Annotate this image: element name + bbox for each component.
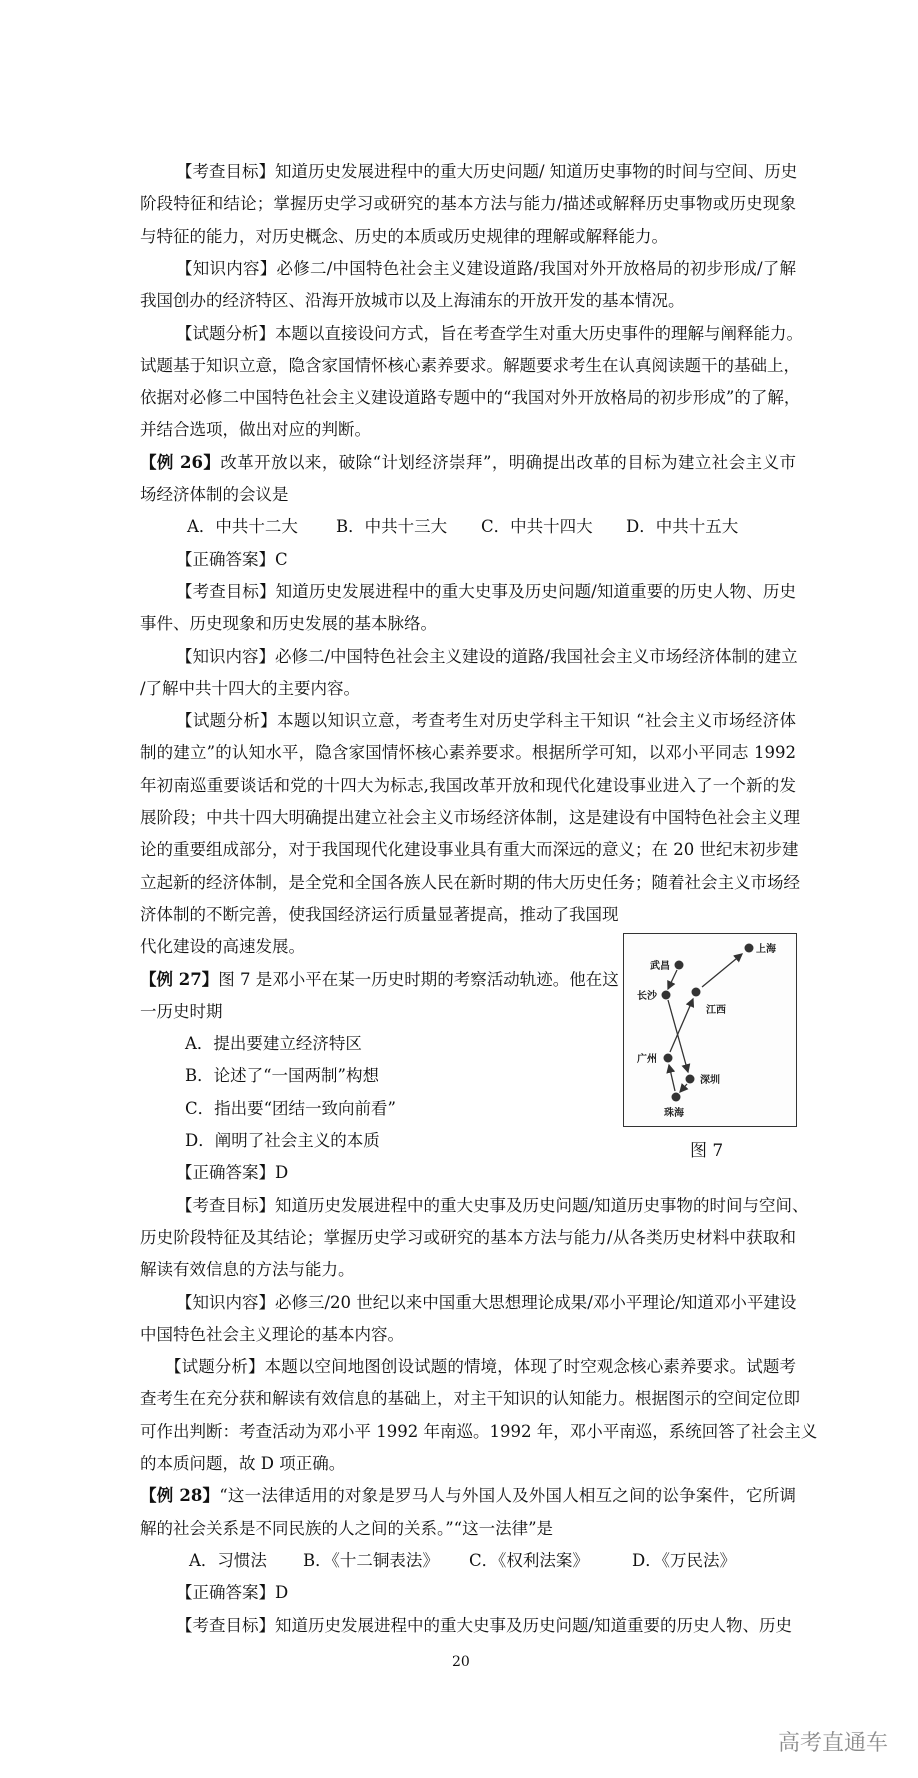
- text-line: [176, 1157, 796, 1189]
- text-line: [140, 285, 796, 317]
- line-text: 一历史时期: [140, 1001, 223, 1021]
- city-dot-changsha: [662, 991, 671, 1000]
- city-label-wuchang: 武昌: [650, 961, 670, 972]
- text-line: [140, 1448, 796, 1480]
- line-text: 历史阶段特征及其结论；掌握历史学习或研究的基本方法与能力/从各类历史材料中获取和: [140, 1227, 796, 1247]
- line-text: 【正确答案】C: [176, 549, 288, 569]
- line-text: 的本质问题，故 D 项正确。: [140, 1454, 346, 1473]
- text-line: [140, 188, 796, 220]
- line-text: 展阶段；中共十四大明确提出建立社会主义市场经济体制，这是建设有中国特色社会主义理: [140, 808, 800, 827]
- answer-option: C．中共十四大: [481, 517, 593, 537]
- text-line: [140, 382, 801, 414]
- line-text: 【正确答案】D: [176, 1163, 289, 1183]
- line-text: 与特征的能力，对历史概念、历史的本质或历史规律的理解或解释能力。: [140, 226, 668, 246]
- watermark: 高考直通车: [778, 1731, 889, 1756]
- line-text: 试题基于知识立意，隐含家国情怀核心素养要求。解题要求考生在认真阅读题干的基础上，: [140, 355, 800, 375]
- route-guangzhou-jiangxi: [670, 999, 693, 1052]
- text-line: [176, 705, 796, 737]
- page-number: 20: [452, 1654, 470, 1670]
- route-zhuhai-guangzhou: [669, 1065, 675, 1091]
- line-text: 【考查目标】知道历史发展进程中的重大历史问题/ 知道历史事物的时间与空间、历史: [176, 162, 798, 181]
- text-line: [140, 414, 796, 446]
- route-shenzhen-zhuhai: [680, 1084, 687, 1092]
- line-text: 济体制的不断完善，使我国经济运行质量显著提高，推动了我国现: [140, 904, 619, 924]
- line-text: 代化建设的高速发展。: [140, 937, 305, 957]
- text-line: [140, 802, 800, 834]
- line-text: 可作出判断：考查活动为邓小平 1992 年南巡。1992 年，邓小平南巡，系统回答了社会主义: [140, 1421, 818, 1441]
- line-text: 【考查目标】知道历史发展进程中的重大史事及历史问题/知道历史事物的时间与空间、: [176, 1195, 809, 1215]
- line-text: A．提出要建立经济特区: [185, 1034, 362, 1054]
- line-text: 解的社会关系是不同民族的人之间的关系。”“这一法律”是: [140, 1518, 554, 1538]
- answer-option: B．中共十三大: [336, 517, 448, 537]
- line-text: 【考查目标】知道历史发展进程中的重大史事及历史问题/知道重要的历史人物、历史: [176, 1615, 793, 1635]
- answer-options-row: [140, 1545, 796, 1577]
- question-number: 【例 27】: [140, 969, 219, 989]
- line-text: 图 7 是邓小平在某一历史时期的考察活动轨迹。他在这: [218, 969, 619, 989]
- figure-caption: 图 7: [690, 1141, 724, 1161]
- text-line: [176, 641, 796, 673]
- line-text: 立起新的经济体制，是全党和全国各族人民在新时期的伟大历史任务；随着社会主义市场经: [140, 872, 800, 892]
- text-line: [140, 770, 796, 802]
- line-text: 依据对必修二中国特色社会主义建设道路专题中的“我国对外开放格局的初步形成”的了解，: [140, 388, 801, 408]
- line-text: 并结合选项，做出对应的判断。: [140, 420, 371, 440]
- line-text: 制的建立”的认知水平，隐含家国情怀核心素养要求。根据所学可知，以邓小平同志 1992: [140, 743, 796, 763]
- question-number: 【例 28】: [140, 1486, 220, 1506]
- city-dot-jiangxi: [692, 988, 701, 997]
- city-label-shanghai: 上海: [756, 944, 776, 955]
- line-text: C．指出要“团结一致向前看”: [185, 1098, 396, 1118]
- answer-option: B．《十二铜表法》: [303, 1550, 439, 1570]
- question-line: [140, 1480, 796, 1512]
- text-line: [176, 1190, 809, 1222]
- line-text: 【试题分析】本题以直接设问方式，旨在考查学生对重大历史事件的理解与阐释能力。: [176, 323, 803, 343]
- text-line: [140, 1513, 796, 1545]
- text-line: [176, 253, 796, 285]
- text-line: [140, 1319, 796, 1351]
- text-line: [176, 576, 796, 608]
- question-line: [140, 447, 796, 479]
- text-line: [140, 867, 800, 899]
- text-line: [140, 899, 796, 931]
- city-dot-zhuhai: [672, 1093, 681, 1102]
- text-line: [140, 221, 796, 253]
- text-line: [140, 350, 800, 382]
- answer-option: A．中共十二大: [187, 517, 298, 537]
- answer-options-row: [140, 511, 796, 543]
- city-dot-wuchang: [675, 961, 684, 970]
- line-text: 【知识内容】必修三/20 世纪以来中国重大思想理论成果/邓小平理论/知道邓小平建设: [176, 1292, 797, 1312]
- text-line: [176, 1610, 796, 1642]
- text-line: [140, 673, 796, 705]
- route-jiangxi-shanghai: [702, 954, 742, 987]
- line-text: D．阐明了社会主义的本质: [185, 1131, 380, 1150]
- line-text: 【知识内容】必修二/中国特色社会主义建设的道路/我国社会主义市场经济体制的建立: [176, 646, 798, 666]
- line-text: 事件、历史现象和历史发展的基本脉络。: [140, 614, 437, 634]
- text-line: [140, 479, 796, 511]
- line-text: 场经济体制的会议是: [140, 485, 289, 504]
- route-map-svg: [624, 934, 796, 1126]
- line-text: 阶段特征和结论；掌握历史学习或研究的基本方法与能力/描述或解释历史事物或历史现象: [140, 194, 796, 214]
- city-label-guangzhou: 广州: [637, 1054, 657, 1065]
- text-line: [140, 1254, 796, 1286]
- line-text: 【试题分析】本题以知识立意，考查考生对历史学科主干知识 “社会主义市场经济体: [176, 711, 796, 731]
- line-text: 【知识内容】必修二/中国特色社会主义建设道路/我国对外开放格局的初步形成/了解: [176, 258, 796, 278]
- city-dot-shenzhen: [686, 1075, 695, 1084]
- text-line: [140, 1383, 800, 1415]
- question-number: 【例 26】: [140, 452, 221, 472]
- text-line: [165, 1351, 796, 1383]
- line-text: 中国特色社会主义理论的基本内容。: [140, 1324, 404, 1344]
- text-line: [140, 1416, 818, 1448]
- route-wuchang-changsha: [668, 970, 677, 989]
- line-text: /了解中共十四大的主要内容。: [140, 678, 361, 698]
- answer-option: A．习惯法: [189, 1550, 267, 1570]
- text-line: [140, 608, 796, 640]
- line-text: 改革开放以来，破除“计划经济崇拜”，明确提出改革的目标为建立社会主义市: [220, 452, 796, 472]
- text-line: [176, 544, 796, 576]
- city-label-jiangxi: 江西: [706, 1005, 726, 1016]
- text-line: [176, 318, 803, 350]
- answer-option: D．中共十五大: [626, 517, 739, 537]
- figure-7-route-map: [623, 933, 797, 1127]
- line-text: 【正确答案】D: [176, 1583, 289, 1603]
- text-line: [176, 156, 796, 188]
- line-text: 解读有效信息的方法与能力。: [140, 1260, 355, 1280]
- text-line: [140, 737, 796, 769]
- city-dot-shanghai: [745, 944, 754, 953]
- line-text: 【考查目标】知道历史发展进程中的重大史事及历史问题/知道重要的历史人物、历史: [176, 581, 796, 601]
- text-line: [140, 834, 799, 866]
- city-label-changsha: 长沙: [637, 991, 657, 1002]
- city-dot-guangzhou: [664, 1054, 673, 1063]
- line-text: 年初南巡重要谈话和党的十四大为标志,我国改革开放和现代化建设事业进入了一个新的发: [140, 775, 796, 795]
- text-line: [140, 1222, 796, 1254]
- text-line: [185, 1125, 841, 1157]
- line-text: 查考生在充分获和解读有效信息的基础上，对主干知识的认知能力。根据图示的空间定位即: [140, 1389, 800, 1409]
- line-text: B．论述了“一国两制”构想: [185, 1066, 379, 1086]
- line-text: “这一法律适用的对象是罗马人与外国人及外国人相互之间的讼争案件，它所调: [219, 1486, 796, 1506]
- line-text: 我国创办的经济特区、沿海开放城市以及上海浦东的开放开发的基本情况。: [140, 291, 685, 311]
- text-line: [176, 1577, 796, 1609]
- text-line: [176, 1287, 796, 1319]
- line-text: 【试题分析】本题以空间地图创设试题的情境，体现了时空观念核心素养要求。试题考: [165, 1357, 796, 1377]
- answer-option: C．《权利法案》: [469, 1550, 589, 1570]
- answer-option: D．《万民法》: [632, 1550, 736, 1570]
- city-label-zhuhai: 珠海: [664, 1108, 684, 1119]
- city-label-shenzhen: 深圳: [700, 1075, 720, 1086]
- line-text: 论的重要组成部分，对于我国现代化建设事业具有重大而深远的意义；在 20 世纪末初步建: [140, 840, 799, 860]
